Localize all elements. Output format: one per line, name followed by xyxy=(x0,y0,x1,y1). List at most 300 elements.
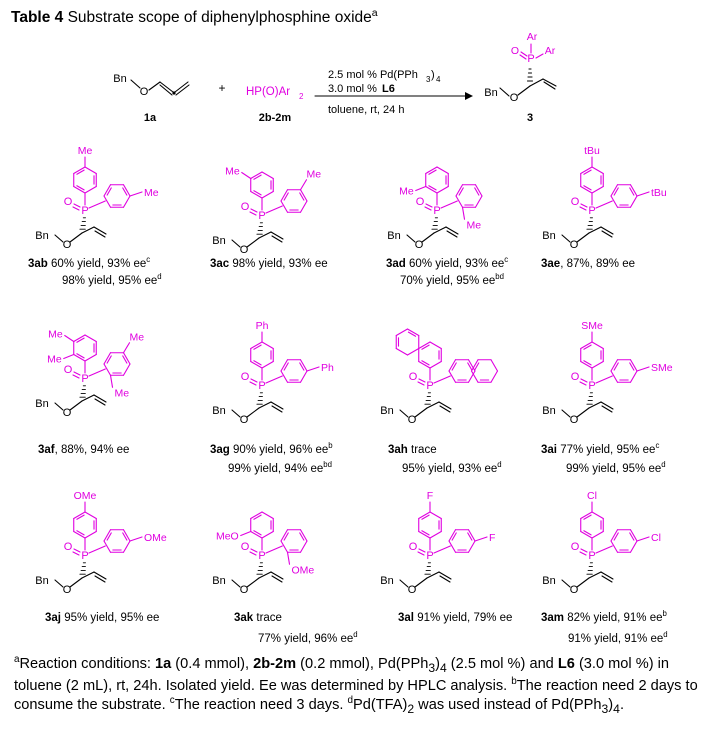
bond xyxy=(149,82,160,90)
double-bond xyxy=(250,382,256,385)
substituent-label: tBu xyxy=(584,145,600,157)
phosphorus-label: P xyxy=(81,205,89,217)
footnote-text: (2.5 mol %) and xyxy=(446,656,558,672)
substituent-label: Ph xyxy=(321,362,334,374)
ring-bond xyxy=(301,541,308,552)
bond xyxy=(259,572,271,578)
ring-bond xyxy=(437,187,448,194)
oxygen-label: O xyxy=(570,371,580,383)
p-aryl-bond xyxy=(89,546,105,553)
footnote-c-text: The reaction need 3 days. xyxy=(174,696,348,713)
substituent-bond xyxy=(307,367,319,371)
footnote-mark: c xyxy=(146,255,151,265)
condition-subscript: 3 xyxy=(426,75,431,84)
aryl-label: Ar xyxy=(544,45,556,57)
ring-bond xyxy=(469,371,476,382)
bond xyxy=(82,395,94,401)
bond xyxy=(271,402,283,409)
yield-ee-text: 60% yield, 93% ee xyxy=(47,258,147,270)
bond xyxy=(521,52,527,56)
oxygen-label: O xyxy=(239,244,249,256)
footnote-mark: bd xyxy=(495,272,504,282)
p-aryl-bond xyxy=(89,369,105,376)
phosphorus-label: P xyxy=(258,550,266,562)
substituent-bond xyxy=(416,187,426,191)
yield-ee-text: 91% yield, 91% ee xyxy=(568,633,664,645)
compound-id-2b2m: 2b-2m xyxy=(258,112,292,124)
oxygen-label: O xyxy=(63,364,73,376)
oxygen-label: O xyxy=(570,541,580,553)
bond xyxy=(272,576,282,582)
bond xyxy=(439,572,451,579)
double-bond xyxy=(251,209,257,212)
p-aryl-bond xyxy=(89,201,105,208)
yield-ee-text: , 87%, 89% ee xyxy=(560,258,635,270)
bond xyxy=(70,233,82,242)
bond xyxy=(602,576,612,582)
bond xyxy=(601,227,613,234)
bond xyxy=(415,578,427,587)
phosphorus-label: P xyxy=(258,210,266,222)
ring-bond xyxy=(592,532,603,539)
yield-ee-text: 98% yield, 95% ee xyxy=(62,275,158,287)
double-bond xyxy=(74,549,80,552)
ring-bond xyxy=(430,342,441,349)
bond xyxy=(94,572,106,579)
phosphorus-label: P xyxy=(426,380,434,392)
oxygen-label: O xyxy=(570,196,580,208)
bond xyxy=(95,576,105,582)
compound-caption-line2 xyxy=(566,460,666,475)
p-aryl-bond xyxy=(596,201,612,208)
ring-bond xyxy=(476,196,483,207)
bond xyxy=(530,79,543,86)
double-bond xyxy=(580,382,586,385)
bond xyxy=(577,233,589,242)
double-bond xyxy=(250,212,256,215)
compound-caption xyxy=(210,441,333,456)
p-aryl-bond xyxy=(266,206,282,213)
condition-catalyst: ) xyxy=(431,69,435,81)
substituent-bond xyxy=(637,192,649,196)
oxygen-label: O xyxy=(240,371,250,383)
double-bond xyxy=(419,549,425,552)
phosphorus-label: P xyxy=(258,380,266,392)
ring-bond xyxy=(437,167,448,174)
bond xyxy=(518,86,530,95)
double-bond xyxy=(418,552,424,555)
substituent-label: Ph xyxy=(255,320,269,332)
title-footnote-mark: a xyxy=(371,6,378,19)
ring-bond xyxy=(85,355,96,362)
substituent-label: Me xyxy=(144,187,159,199)
ring-bond xyxy=(491,360,498,371)
p-aryl-bond xyxy=(596,546,612,553)
double-bond xyxy=(74,372,80,375)
double-bond xyxy=(425,207,431,210)
ring-bond xyxy=(124,364,131,375)
yield-ee-text: trace xyxy=(253,612,282,624)
compound-caption-line2 xyxy=(400,272,504,287)
substituent-label: Me xyxy=(48,328,63,341)
compound-caption xyxy=(386,255,509,270)
p-aryl-bond xyxy=(434,376,450,383)
compound-id: 3al xyxy=(398,612,414,624)
substituent-label: Me xyxy=(466,219,482,232)
substituent-bond xyxy=(242,173,251,179)
p-aryl-bond xyxy=(441,201,457,208)
bond xyxy=(601,402,613,409)
phosphorus-label: P xyxy=(588,380,596,392)
yield-ee-text: 90% yield, 96% ee xyxy=(229,444,329,456)
ring-bond xyxy=(262,192,273,199)
ring-bond xyxy=(301,371,308,382)
benzyl-label: Bn xyxy=(35,575,49,587)
substituent-label: Me xyxy=(129,331,145,344)
footnote-d-text: was used instead of Pd(PPh xyxy=(414,696,602,713)
structure-labels xyxy=(35,31,672,596)
substituent-label: OMe xyxy=(291,564,315,577)
p-aryl-bond xyxy=(266,376,282,383)
double-bond xyxy=(250,552,256,555)
compound-id: 3ae xyxy=(541,258,561,270)
bond xyxy=(589,402,601,408)
compound-caption-line2 xyxy=(402,460,502,475)
compound-caption-line2 xyxy=(62,272,162,287)
bond xyxy=(415,408,427,417)
phosphorus-label: P xyxy=(81,550,89,562)
footnote-bold-l6: L6 xyxy=(557,656,575,672)
substituent-label: Cl xyxy=(651,532,661,544)
yield-ee-text: 95% yield, 93% ee xyxy=(402,463,498,475)
ring-bond xyxy=(396,329,407,336)
substituent-label: Cl xyxy=(587,490,597,502)
ring-bond xyxy=(124,541,131,552)
compound-id: 3ah xyxy=(388,444,408,456)
compound-id: 3aj xyxy=(45,612,61,624)
footnote-mark: b xyxy=(328,441,333,451)
bond xyxy=(422,233,434,242)
footnote-text: (3.0 mol %) in toluene (2 mL), rt, 24h. Isolated yield. Ee was determined by HPLC analysis. xyxy=(14,656,669,695)
yield-ee-text: 60% yield, 93% ee xyxy=(405,258,505,270)
bond xyxy=(95,231,105,237)
footnote-sub: 2 xyxy=(407,701,415,716)
compound-caption xyxy=(45,612,159,624)
substituent-bond xyxy=(64,355,74,359)
footnote-mark: d xyxy=(157,272,162,282)
substituent-label: tBu xyxy=(651,187,667,199)
benzyl-label: Bn xyxy=(212,235,226,247)
ring-bond xyxy=(408,349,419,356)
ring-bond xyxy=(85,532,96,539)
table-footnote xyxy=(14,655,704,718)
double-bond xyxy=(581,549,587,552)
footnote-text: (0.2 mmol), Pd(PPh xyxy=(296,656,429,672)
substituent-label: Me xyxy=(225,165,240,178)
bond xyxy=(434,227,446,233)
bond xyxy=(247,578,259,587)
ring-bond xyxy=(469,541,476,552)
bond xyxy=(439,402,451,409)
compound-id: 3ai xyxy=(541,444,557,456)
substituent-label: SMe xyxy=(581,320,603,332)
compound-caption-line2 xyxy=(568,630,668,645)
substituent-bond xyxy=(301,180,307,190)
benzyl-label: Bn xyxy=(380,405,394,417)
footnote-d-mark: d xyxy=(347,695,354,707)
double-bond xyxy=(251,549,257,552)
substituent-bond xyxy=(111,375,113,387)
substituent-label: SMe xyxy=(651,362,673,374)
benzyl-label: Bn xyxy=(35,398,49,410)
double-bond xyxy=(251,379,257,382)
footnote-b-text: The reaction need 2 days to consume the substrate. xyxy=(14,678,698,713)
footnote-a-text: Reaction conditions: xyxy=(19,656,155,672)
footnote-mark: d xyxy=(661,460,666,470)
footnote-a-mark: a xyxy=(14,654,20,666)
double-bond xyxy=(580,552,586,555)
bond xyxy=(70,401,82,410)
oxygen-label: O xyxy=(139,86,149,98)
oxygen-label: O xyxy=(240,201,250,213)
substituent-bond xyxy=(637,367,649,371)
footnote-sub: 4 xyxy=(613,701,620,716)
benzyl-label: Bn xyxy=(35,230,49,242)
double-bond xyxy=(73,375,79,378)
oxygen-label: O xyxy=(414,239,424,251)
yield-ee-text: 91% yield, 79% ee xyxy=(414,612,513,624)
oxygen-label: O xyxy=(408,371,418,383)
oxygen-label: O xyxy=(509,92,519,104)
p-aryl-bond xyxy=(596,376,612,383)
substituent-bond xyxy=(463,207,465,219)
yield-ee-text: trace xyxy=(407,444,437,456)
bond xyxy=(589,227,601,233)
bond xyxy=(536,54,543,58)
compound-caption xyxy=(541,609,667,624)
substituent-bond xyxy=(130,537,142,541)
bond xyxy=(601,572,613,579)
condition-ligand: 3.0 mol % xyxy=(328,83,377,95)
table-label: Table 4 xyxy=(11,9,64,26)
phosphorus-label: P xyxy=(426,550,434,562)
compound-id-3: 3 xyxy=(526,112,534,124)
reagent-2-subscript: 2 xyxy=(299,92,304,101)
footnote-sub: 4 xyxy=(439,660,447,675)
substituent-label: OMe xyxy=(144,532,167,544)
condition-solvent: toluene, rt, 24 h xyxy=(328,104,405,116)
oxygen-label: O xyxy=(63,196,73,208)
oxygen-label: O xyxy=(569,239,579,251)
substituent-label: Me xyxy=(114,387,130,400)
ring-bond xyxy=(85,187,96,194)
bond xyxy=(577,578,589,587)
phosphorus-label: P xyxy=(527,53,535,65)
ring-bond xyxy=(262,532,273,539)
ring-bond xyxy=(124,196,131,207)
compound-id: 3ag xyxy=(210,444,230,456)
bond xyxy=(259,402,271,408)
substituent-label: Me xyxy=(306,168,322,181)
ring-bond xyxy=(430,512,441,519)
double-bond xyxy=(419,379,425,382)
p-aryl-bond xyxy=(434,546,450,553)
yield-ee-text: 77% yield, 96% ee xyxy=(258,633,354,645)
footnote-mark: bd xyxy=(323,460,332,470)
ring-bond xyxy=(396,349,407,356)
ring-bond xyxy=(592,362,603,369)
footnote-b-mark: b xyxy=(511,676,517,688)
benzyl-label: Bn xyxy=(387,230,401,242)
oxygen-label: O xyxy=(62,239,72,251)
bond xyxy=(500,88,509,96)
oxygen-label: O xyxy=(407,414,417,426)
bond xyxy=(440,406,450,412)
compound-caption xyxy=(38,444,129,456)
yield-ee-text: 95% yield, 95% ee xyxy=(61,612,160,624)
reagent-2-label: HP(O)Ar xyxy=(246,86,291,98)
compound-caption xyxy=(210,258,328,270)
double-bond xyxy=(73,207,79,210)
ring-bond xyxy=(301,201,308,212)
footnote-sub: 3 xyxy=(601,701,609,716)
substituent-bond xyxy=(65,336,74,342)
ring-bond xyxy=(631,371,638,382)
substituent-label: Me xyxy=(47,353,62,366)
substituent-label: Me xyxy=(77,145,93,157)
bond xyxy=(520,55,526,59)
footnote-bold-1a: 1a xyxy=(155,656,172,672)
footnote-text: (0.4 mmol), xyxy=(171,656,254,672)
compound-caption xyxy=(398,612,512,624)
ring-bond xyxy=(592,167,603,174)
bond xyxy=(95,399,105,405)
bond xyxy=(427,402,439,408)
bond xyxy=(247,408,259,417)
allene-dot xyxy=(172,91,175,94)
compound-id: 3am xyxy=(541,612,565,624)
footnote-mark: d xyxy=(353,630,358,640)
footnote-mark: d xyxy=(663,630,668,640)
ring-bond xyxy=(592,512,603,519)
substituent-label: OMe xyxy=(73,490,97,502)
double-bond xyxy=(581,204,587,207)
substituent-label: F xyxy=(489,532,496,544)
bond xyxy=(427,572,439,578)
oxygen-label: O xyxy=(569,584,579,596)
ring-bond xyxy=(85,167,96,174)
compound-id: 3ad xyxy=(386,258,406,270)
bond xyxy=(447,231,457,237)
benzyl-label: Bn xyxy=(542,230,556,242)
footnote-bold-2b2m: 2b-2m xyxy=(253,656,297,672)
yield-ee-text: 99% yield, 95% ee xyxy=(566,463,662,475)
bond xyxy=(440,576,450,582)
oxygen-label: O xyxy=(240,541,250,553)
bond xyxy=(602,231,612,237)
bond xyxy=(94,227,106,234)
ring-bond xyxy=(472,371,479,382)
substituent-bond xyxy=(637,537,649,541)
compound-caption-line2 xyxy=(258,630,358,645)
bond xyxy=(272,236,282,242)
ring-bond xyxy=(85,512,96,519)
footnote-mark: d xyxy=(497,460,502,470)
ring-bond xyxy=(631,541,638,552)
ring-bond xyxy=(85,335,96,342)
substituent-bond xyxy=(241,532,251,536)
bond xyxy=(589,572,601,578)
bond xyxy=(259,232,271,238)
ring-bond xyxy=(631,196,638,207)
compound-caption-line2 xyxy=(228,460,332,475)
bond xyxy=(271,232,283,239)
ring-bond xyxy=(262,342,273,349)
compound-caption xyxy=(541,441,660,456)
benzyl-label: Bn xyxy=(542,575,556,587)
substituent-label: MeO xyxy=(215,530,239,543)
double-bond xyxy=(581,379,587,382)
compound-id: 3ac xyxy=(210,258,230,270)
footnote-d-text: . xyxy=(619,696,624,713)
benzyl-label: Bn xyxy=(212,575,226,587)
benzyl-label: Bn xyxy=(542,405,556,417)
ring-bond xyxy=(491,371,498,382)
yield-ee-text: 77% yield, 95% ee xyxy=(557,444,656,456)
phosphorus-label: P xyxy=(588,205,596,217)
footnote-mark: b xyxy=(662,609,667,619)
footnote-text: ) xyxy=(435,656,440,672)
oxygen-label: O xyxy=(62,584,72,596)
bond xyxy=(94,395,106,402)
bond xyxy=(82,572,94,578)
substituent-bond xyxy=(130,192,142,196)
yield-ee-text: 98% yield, 93% ee xyxy=(229,258,328,270)
ring-bond xyxy=(262,362,273,369)
double-bond xyxy=(74,204,80,207)
ring-bond xyxy=(430,532,441,539)
table-title-text: Substrate scope of diphenylphosphine oxide xyxy=(63,9,372,26)
condition-subscript: 4 xyxy=(436,75,441,84)
bond xyxy=(247,238,259,247)
oxygen-label: O xyxy=(408,541,418,553)
yield-ee-text: , 88%, 94% ee xyxy=(54,444,130,456)
phosphorus-label: P xyxy=(588,550,596,562)
compound-id: 3af xyxy=(38,444,55,456)
substituent-label: Me xyxy=(399,185,414,198)
plus-sign: + xyxy=(218,81,226,95)
yield-ee-text: 99% yield, 94% ee xyxy=(228,463,324,475)
oxygen-label: O xyxy=(407,584,417,596)
ring-bond xyxy=(592,342,603,349)
benzyl-label: Bn xyxy=(380,575,394,587)
ring-bond xyxy=(262,172,273,179)
phosphorus-label: P xyxy=(433,205,441,217)
double-bond xyxy=(73,552,79,555)
double-bond xyxy=(426,204,432,207)
bond xyxy=(446,227,458,234)
ring-bond xyxy=(262,512,273,519)
condition-catalyst: 2.5 mol % Pd(PPh xyxy=(328,69,418,81)
bond xyxy=(577,408,589,417)
oxygen-label: O xyxy=(415,196,425,208)
double-bond xyxy=(580,207,586,210)
condition-ligand-bold: L6 xyxy=(382,83,395,95)
oxygen-label: O xyxy=(239,414,249,426)
oxygen-label: O xyxy=(63,541,73,553)
footnote-d-text: ) xyxy=(608,696,614,713)
aryl-label: Ar xyxy=(526,31,538,43)
